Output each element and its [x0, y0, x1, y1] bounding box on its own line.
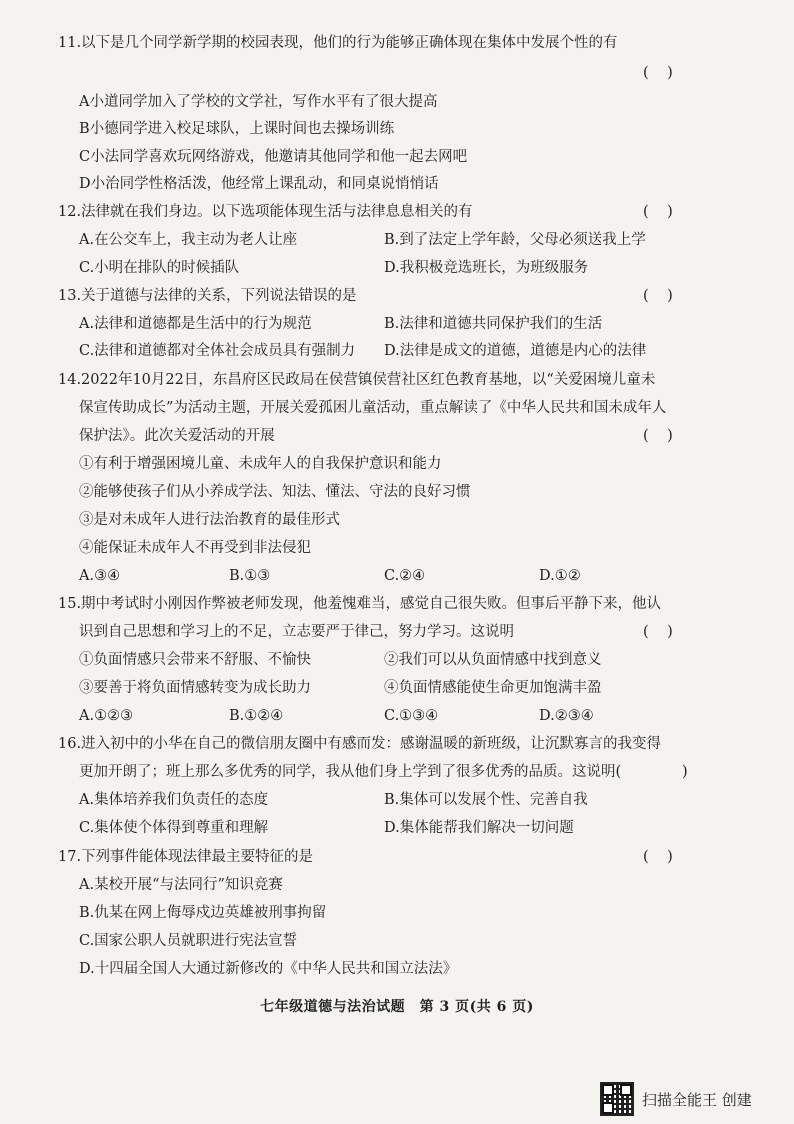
- q14-option-a: A.③④: [79, 568, 121, 584]
- q17-option-d: D.十四届全国人大通过新修改的《中华人民共和国立法法》: [79, 961, 458, 977]
- q13-answer-paren: ( ): [643, 288, 673, 304]
- q15-stem-line2: 识到自己思想和学习上的不足，立志要严于律己，努力学习。这说明: [79, 624, 514, 640]
- q16-stem-line2: 更加开朗了；班上那么多优秀的同学，我从他们身上学到了很多优秀的品质。这说明(: [79, 764, 622, 780]
- q15-option-c: C.①③④: [384, 708, 439, 724]
- scanner-watermark: [600, 1082, 785, 1116]
- q17-option-a: A.某校开展“与法同行”知识竞赛: [79, 877, 283, 893]
- q12-stem: 12.法律就在我们身边。以下选项能体现生活与法律息息相关的有: [58, 204, 473, 220]
- q11-stem: 11.以下是几个同学新学期的校园表现，他们的行为能够正确体现在集体中发展个性的有: [58, 35, 618, 51]
- q16-stem-line1: 16.进入初中的小华在自己的微信朋友圈中有感而发：感谢温暖的新班级，让沉默寡言的我变得: [58, 736, 662, 752]
- q12-option-d: D.我积极竞选班长，为班级服务: [384, 260, 589, 276]
- q15-statement-3: ③要善于将负面情感转变为成长助力: [79, 680, 311, 696]
- q16-option-b: B.集体可以发展个性、完善自我: [384, 792, 588, 808]
- q15-answer-paren: ( ): [643, 624, 673, 640]
- q11-answer-paren: ( ): [643, 65, 673, 81]
- q13-option-a: A.法律和道德都是生活中的行为规范: [79, 316, 312, 332]
- q15-statement-2: ②我们可以从负面情感中找到意义: [384, 652, 602, 668]
- q17-option-b: B.仇某在网上侮辱戍边英雄被刑事拘留: [79, 905, 327, 921]
- q15-option-a: A.①②③: [79, 708, 134, 724]
- q14-statement-2: ②能够使孩子们从小养成学法、知法、懂法、守法的良好习惯: [79, 484, 471, 500]
- q11-option-d: D小治同学性格活泼，他经常上课乱动，和同桌说悄悄话: [79, 176, 439, 192]
- q14-stem-line3: 保护法》。此次关爱活动的开展: [79, 428, 275, 444]
- page-footer: 七年级道德与法治试题 第 3 页(共 6 页): [260, 999, 534, 1015]
- q12-answer-paren: ( ): [643, 204, 673, 220]
- q16-option-c: C.集体使个体得到尊重和理解: [79, 820, 269, 836]
- q14-statement-3: ③是对未成年人进行法治教育的最佳形式: [79, 512, 340, 528]
- q13-stem: 13.关于道德与法律的关系，下列说法错误的是: [58, 288, 357, 304]
- q17-option-c: C.国家公职人员就职进行宪法宣誓: [79, 933, 298, 949]
- q13-option-d: D.法律是成文的道德，道德是内心的法律: [384, 343, 647, 359]
- q15-statement-4: ④负面情感能使生命更加饱满丰盈: [384, 680, 602, 696]
- q16-option-a: A.集体培养我们负责任的态度: [79, 792, 269, 808]
- q15-option-b: B.①②④: [229, 708, 284, 724]
- q13-option-b: B.法律和道德共同保护我们的生活: [384, 316, 603, 332]
- q11-option-b: B小德同学进入校足球队，上课时间也去操场训练: [79, 121, 395, 137]
- qr-code-icon: [600, 1082, 634, 1116]
- q14-stem-line1: 14.2022年10月22日，东昌府区民政局在侯营镇侯营社区红色教育基地，以“关爱困境儿童未: [58, 372, 656, 388]
- q11-option-c: C小法同学喜欢玩网络游戏，他邀请其他同学和他一起去网吧: [79, 149, 468, 165]
- q17-answer-paren: ( ): [643, 849, 673, 865]
- scanner-brand-label: 扫描全能王 创建: [642, 1090, 752, 1109]
- q15-statement-1: ①负面情感只会带来不舒服、不愉快: [79, 652, 311, 668]
- q14-option-c: C.②④: [384, 568, 426, 584]
- q13-option-c: C.法律和道德都对全体社会成员具有强制力: [79, 343, 356, 359]
- q12-option-b: B.到了法定上学年龄，父母必须送我上学: [384, 232, 646, 248]
- q16-option-d: D.集体能帮我们解决一切问题: [384, 820, 574, 836]
- q11-option-a: A小道同学加入了学校的文学社，写作水平有了很大提高: [79, 94, 438, 110]
- q12-option-c: C.小明在排队的时候插队: [79, 260, 240, 276]
- q17-stem: 17.下列事件能体现法律最主要特征的是: [58, 849, 314, 865]
- q14-answer-paren: ( ): [643, 428, 673, 444]
- q14-stem-line2: 保宣传助成长”为活动主题，开展关爱孤困儿童活动，重点解读了《中华人民共和国未成年人: [79, 400, 667, 416]
- q15-option-d: D.②③④: [539, 708, 594, 724]
- q12-option-a: A.在公交车上，我主动为老人让座: [79, 232, 298, 248]
- q14-statement-1: ①有利于增强困境儿童、未成年人的自我保护意识和能力: [79, 456, 442, 472]
- q15-stem-line1: 15.期中考试时小刚因作弊被老师发现，他羞愧难当，感觉自己很失败。但事后平静下来，他认: [58, 596, 662, 612]
- q14-statement-4: ④能保证未成年人不再受到非法侵犯: [79, 540, 311, 556]
- q14-option-d: D.①②: [539, 568, 581, 584]
- q14-option-b: B.①③: [229, 568, 271, 584]
- q16-answer-paren: ): [682, 764, 688, 780]
